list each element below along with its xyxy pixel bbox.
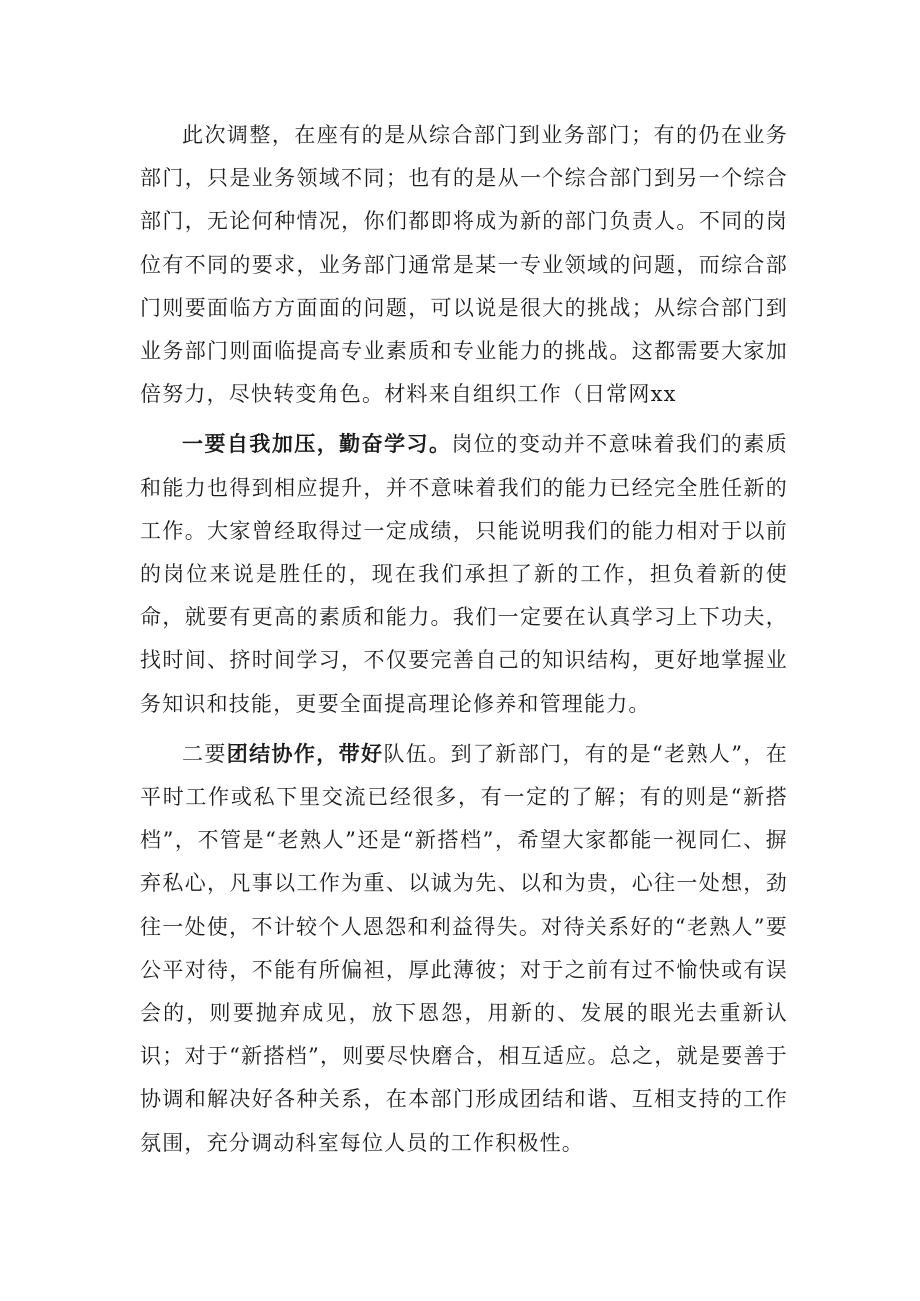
paragraph-text: 岗位的变动并不意味着我们的素质和能力也得到相应提升，并不意味着我们的能力已经完全胜任新的工作。大家曾经取得过一定成绩，只能说明我们的能力相对于以前的岗位来说是胜任的，现在我们承担了新的工作，担负着新的使命，就要有更高的素质和能力。我们一定要在认真学习上下功夫，找时间、挤时间学习，不仅要完善自己的知识结构，更好地掌握业务知识和技能，更要全面提高理论修养和管理能力。 [140,432,789,716]
paragraph-text: 队伍。到了新部门，有的是“老熟人”，在平时工作或私下里交流已经很多，有一定的了解；有的则是“新搭档”，不管是“老熟人”还是“新搭档”，希望大家都能一视同仁、摒弃私心，凡事以工作为重、以诚为先、以和为贵，心往一处想，劲往一处使，不计较个人恩怨和利益得失。对待关系好的“老熟人”要公平对待，不能有所偏袒，厚此薄彼；对于之前有过不愉快或有误会的，则要抛弃成见，放下恩怨，用新的、发展的眼光去重新认识；对于“新搭档”，则要尽快磨合，相互适应。总之，就是要善于协调和解决好各种关系，在本部门形成团结和谐、互相支持的工作氛围，充分调动科室每位人员的工作积极性。 [140,741,788,1155]
paragraph-heading: 一要自我加压，勤奋学习。 [182,432,452,457]
paragraph-adjustment [140,114,788,416]
paragraph-heading-prefix: 二要 [182,741,227,766]
paragraph-study [140,423,788,725]
document-body [140,114,788,1172]
paragraph-text: 此次调整，在座有的是从综合部门到业务部门；有的仍在业务部门，只是业务领域不同；也有的是从一个综合部门到另一个综合部门，无论何种情况，你们都即将成为新的部门负责人。不同的岗位有不同的要求，业务部门通常是某一专业领域的问题，而综合部门则要面临方方面面的问题，可以说是很大的挑战；从综合部门到业务部门则面临提高专业素质和专业能力的挑战。这都需要大家加倍努力，尽快转变角色。材料来自组织工作（日常网xx [140,123,788,407]
paragraph-heading: 团结协作，带好 [226,741,384,766]
paragraph-teamwork [140,733,788,1165]
